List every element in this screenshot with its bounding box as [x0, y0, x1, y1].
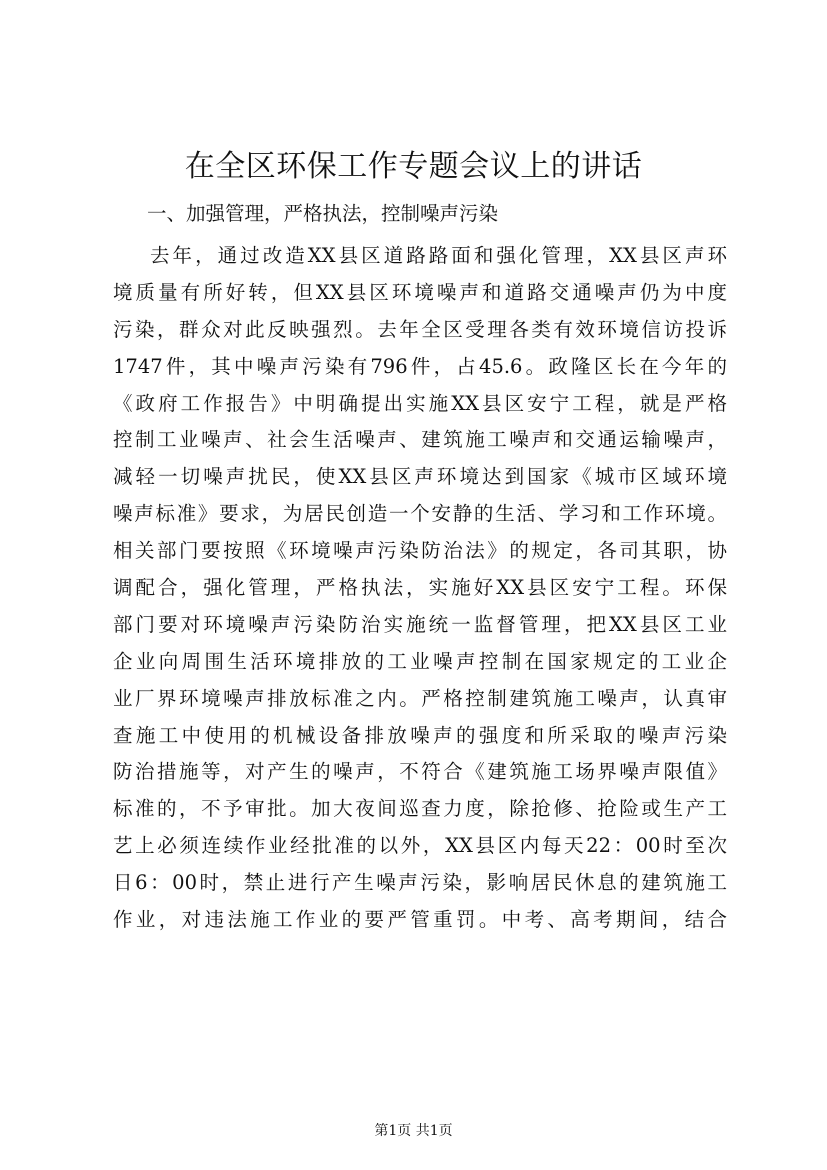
body-line: 控制工业噪声、社会生活噪声、建筑施工噪声和交通运输噪声，: [113, 428, 727, 452]
body-paragraph: [113, 238, 733, 939]
document-title: 在全区环保工作专题会议上的讲话: [184, 149, 643, 184]
body-line: 业厂界环境噪声排放标准之内。严格控制建筑施工噪声，认真审: [113, 686, 727, 710]
body-line: 艺上必须连续作业经批准的以外，XX县区内每天22：00时至次: [113, 834, 727, 858]
body-line: 标准的，不予审批。加大夜间巡查力度，除抢修、抢险或生产工: [113, 797, 727, 821]
body-line: 防治措施等，对产生的噪声，不符合《建筑施工场界噪声限值》: [113, 760, 727, 784]
page-number-footer: 第1页 共1页: [374, 1123, 453, 1139]
body-line: 污染，群众对此反映强烈。去年全区受理各类有效环境信访投诉: [113, 317, 727, 341]
body-line: 噪声标准》要求，为居民创造一个安静的生活、学习和工作环境。: [113, 502, 727, 526]
body-line: 境质量有所好转，但XX县区环境噪声和道路交通噪声仍为中度: [113, 280, 727, 304]
body-line: 去年，通过改造XX县区道路路面和强化管理，XX县区声环: [150, 244, 727, 267]
body-line: 部门要对环境噪声污染防治实施统一监督管理，把XX县区工业: [113, 612, 727, 636]
body-line: 作业，对违法施工作业的要严管重罚。中考、高考期间，结合: [113, 908, 727, 932]
body-line: 相关部门要按照《环境噪声污染防治法》的规定，各司其职，协: [113, 539, 727, 563]
body-line: 《政府工作报告》中明确提出实施XX县区安宁工程，就是严格: [113, 391, 727, 415]
section-heading: 一、加强管理，严格执法，控制噪声污染: [147, 202, 499, 225]
body-line: 企业向周围生活环境排放的工业噪声控制在国家规定的工业企: [113, 649, 727, 673]
body-line: 日6：00时，禁止进行产生噪声污染，影响居民休息的建筑施工: [113, 871, 727, 895]
body-line: 查施工中使用的机械设备排放噪声的强度和所采取的噪声污染: [113, 723, 727, 747]
body-line: 减轻一切噪声扰民，使XX县区声环境达到国家《城市区域环境: [113, 465, 727, 489]
body-line: 1747件，其中噪声污染有796件，占45.6。政隆区长在今年的: [113, 354, 727, 378]
body-line: 调配合，强化管理，严格执法，实施好XX县区安宁工程。环保: [113, 576, 727, 600]
